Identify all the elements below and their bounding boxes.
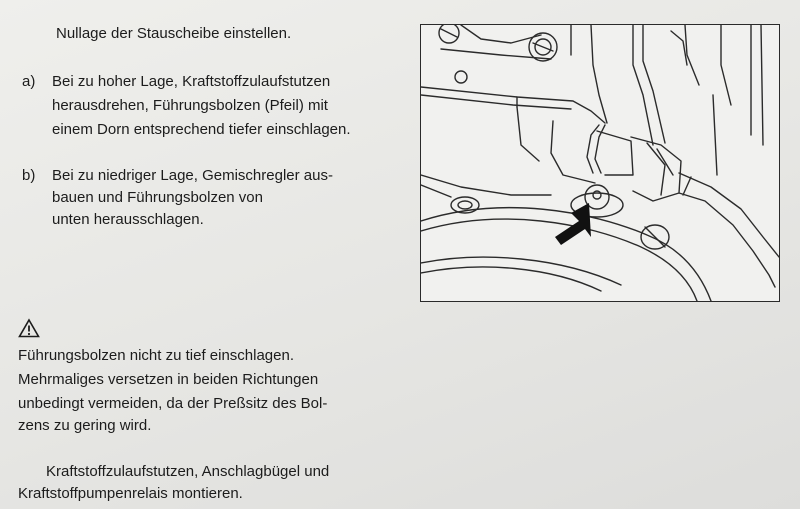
step-a-line: einem Dorn entsprechend tiefer einschlagen. [52,121,351,138]
warning-line: zens zu gering wird. [18,417,152,434]
warning-line: Führungsbolzen nicht zu tief einschlagen. [18,347,295,364]
intro-text: Nullage der Stauscheibe einstellen. [56,25,292,42]
technical-drawing-fuel-distributor [421,25,779,301]
step-a-line: herausdrehen, Führungsbolzen (Pfeil) mit [52,97,328,114]
warning-line: Mehrmaliges versetzen in beiden Richtungen [18,371,319,388]
step-b-line: Bei zu niedriger Lage, Gemischregler aus- [52,167,333,184]
warning-line: unbedingt vermeiden, da der Preßsitz des Bol- [18,395,328,412]
step-b-line: bauen und Führungsbolzen von [52,189,263,206]
step-b-line: unten herausschlagen. [52,211,204,228]
technical-figure [420,24,780,302]
final-line: Kraftstoffpumpenrelais montieren. [18,485,243,502]
step-a-label: a) [22,73,36,90]
step-b-label: b) [22,167,36,184]
step-a-line: Bei zu hoher Lage, Kraftstoffzulaufstutzen [52,73,331,90]
warning-triangle-icon [18,318,40,338]
final-line: Kraftstoffzulaufstutzen, Anschlagbügel und [46,463,330,480]
